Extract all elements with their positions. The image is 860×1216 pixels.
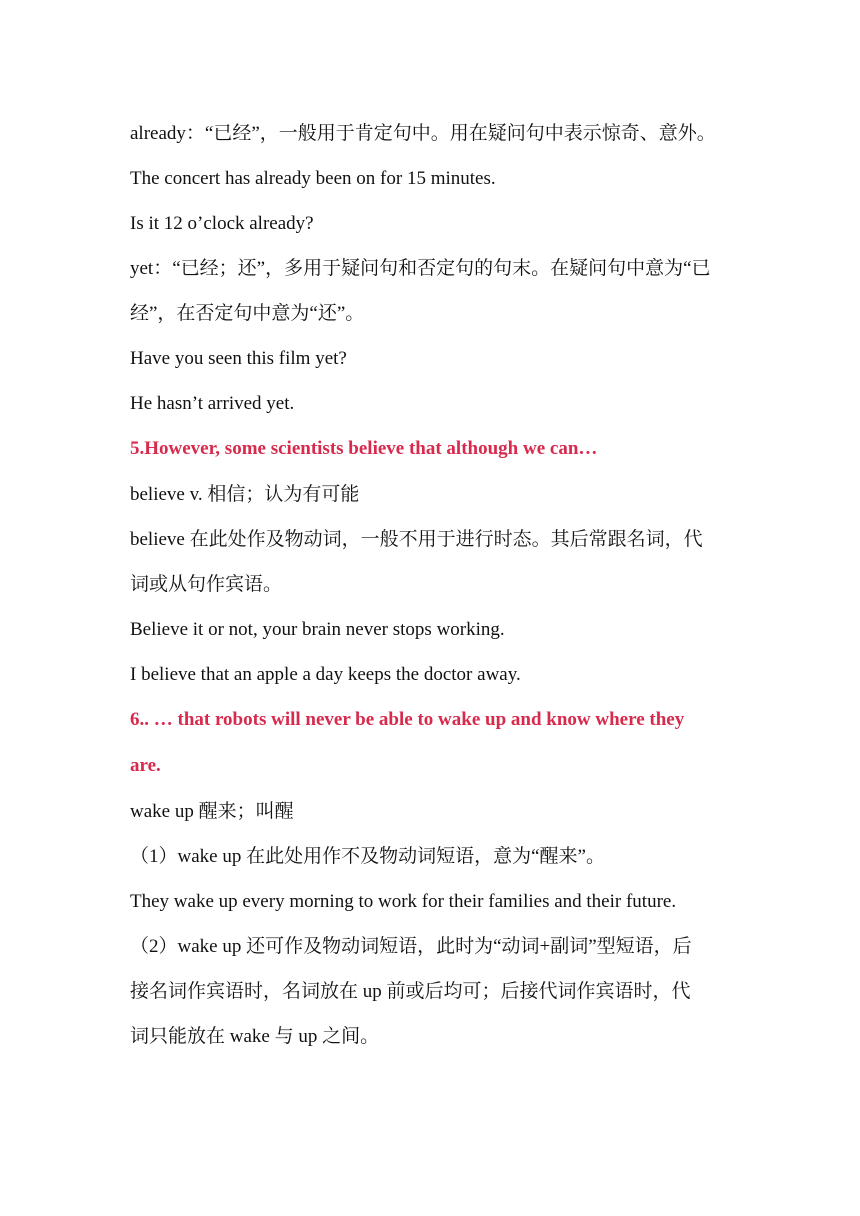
text-line: already：“已经”，一般用于肯定句中。用在疑问句中表示惊奇、意外。 <box>130 123 716 144</box>
text-line: He hasn’t arrived yet. <box>130 393 295 414</box>
text-line: They wake up every morning to work for their families and their future. <box>130 891 677 912</box>
text-line: 词只能放在 wake 与 up 之间。 <box>130 1026 380 1047</box>
text-line: 词或从句作宾语。 <box>130 574 283 595</box>
text-line: I believe that an apple a day keeps the doctor away. <box>130 664 521 685</box>
document-body <box>130 111 740 1059</box>
text-line: wake up 醒来；叫醒 <box>130 801 294 822</box>
text-line: （1）wake up 在此处用作不及物动词短语，意为“醒来”。 <box>130 846 605 867</box>
text-line: believe v. 相信；认为有可能 <box>130 484 360 505</box>
section-heading-6-continued: are. <box>130 755 161 776</box>
section-heading-5: 5.However, some scientists believe that although we can… <box>130 438 598 459</box>
text-line: Believe it or not, your brain never stops working. <box>130 619 505 640</box>
text-line: yet：“已经；还”，多用于疑问句和否定句的句末。在疑问句中意为“已 <box>130 258 711 279</box>
text-line: Is it 12 o’clock already? <box>130 213 314 234</box>
text-line: 接名词作宾语时，名词放在 up 前或后均可；后接代词作宾语时，代 <box>130 981 691 1002</box>
text-line: （2）wake up 还可作及物动词短语，此时为“动词+副词”型短语，后 <box>130 936 692 957</box>
text-line: 经”，在否定句中意为“还”。 <box>130 303 365 324</box>
text-line: The concert has already been on for 15 minutes. <box>130 168 496 189</box>
text-line: believe 在此处作及物动词，一般不用于进行时态。其后常跟名词，代 <box>130 529 703 550</box>
section-heading-6: 6.. … that robots will never be able to wake up and know where they <box>130 709 685 730</box>
text-line: Have you seen this film yet? <box>130 348 347 369</box>
